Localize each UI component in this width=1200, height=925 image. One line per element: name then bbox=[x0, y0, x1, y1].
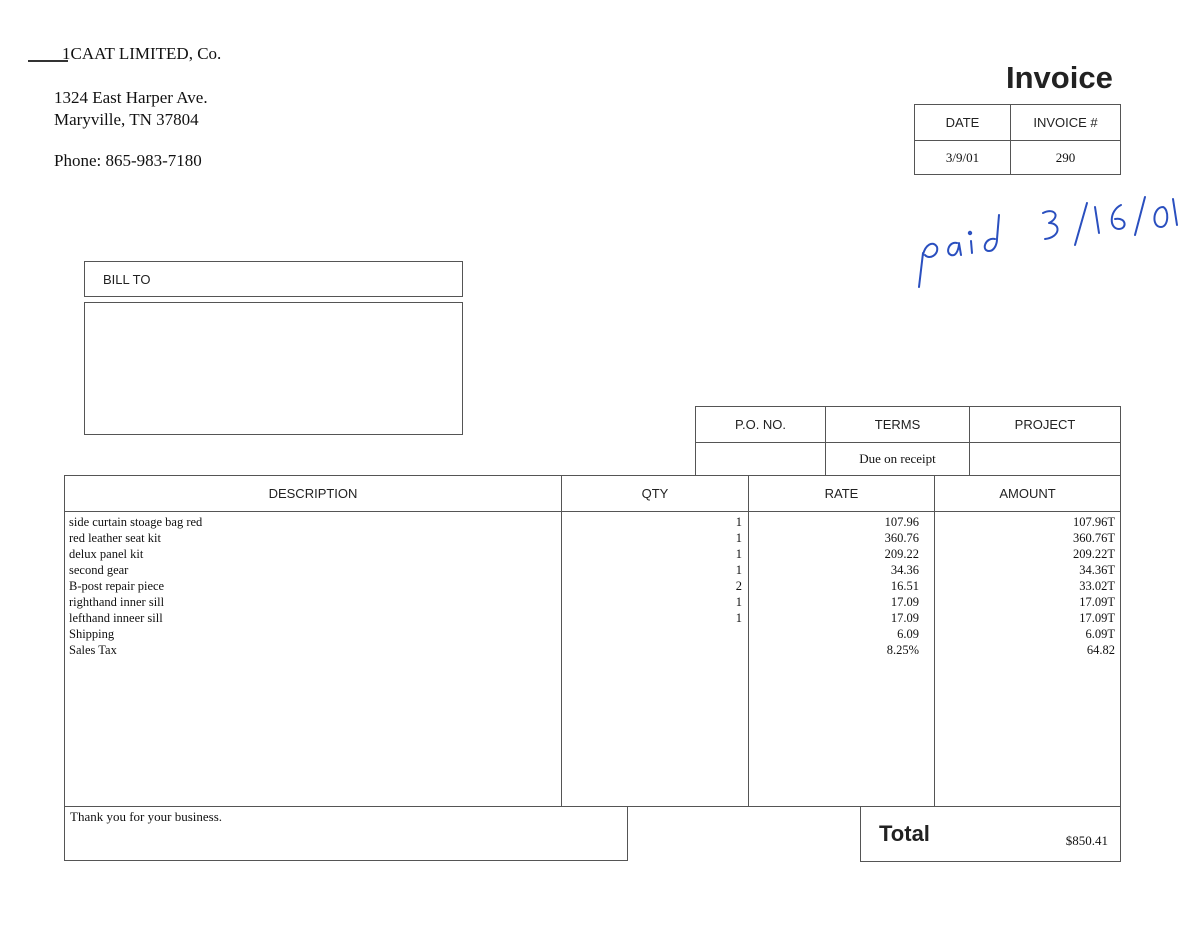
row-qty: 1 bbox=[735, 547, 742, 561]
rate-column bbox=[749, 514, 919, 658]
total-label: Total bbox=[879, 821, 930, 846]
order-info-box bbox=[695, 406, 1121, 476]
row-rate: 209.22 bbox=[884, 547, 919, 561]
row-description: red leather seat kit bbox=[69, 531, 161, 545]
description-column bbox=[69, 514, 557, 658]
thank-you-box bbox=[64, 806, 628, 861]
terms-label: TERMS bbox=[874, 417, 921, 432]
invoice-meta-box bbox=[914, 104, 1121, 175]
invoice-number-label: INVOICE # bbox=[1033, 115, 1098, 130]
description-header: DESCRIPTION bbox=[268, 486, 358, 501]
bill-to-label: BILL TO bbox=[103, 272, 151, 287]
row-qty: 1 bbox=[735, 611, 742, 625]
row-amount: 360.76T bbox=[1072, 531, 1115, 545]
qty-header: QTY bbox=[641, 486, 669, 501]
invoice-date: 3/9/01 bbox=[945, 149, 980, 165]
row-description: lefthand inneer sill bbox=[69, 611, 163, 625]
row-rate: 17.09 bbox=[890, 595, 919, 609]
row-rate: 107.96 bbox=[884, 515, 919, 529]
total-value: $850.41 bbox=[1065, 833, 1108, 848]
handwritten-paid-note bbox=[915, 185, 1185, 295]
items-table bbox=[64, 475, 1121, 807]
row-rate: 17.09 bbox=[890, 611, 919, 625]
row-rate: 360.76 bbox=[884, 531, 919, 545]
row-amount: 6.09T bbox=[1085, 627, 1115, 641]
address-line-2: Maryville, TN 37804 bbox=[54, 110, 199, 129]
row-amount: 107.96T bbox=[1072, 515, 1115, 529]
row-amount: 34.36T bbox=[1079, 563, 1115, 577]
row-qty: 1 bbox=[735, 563, 742, 577]
thank-you-message: Thank you for your business. bbox=[70, 809, 223, 824]
project-value bbox=[970, 443, 1120, 475]
project-label: PROJECT bbox=[1014, 417, 1076, 432]
row-amount: 209.22T bbox=[1072, 547, 1115, 561]
row-description: righthand inner sill bbox=[69, 595, 165, 609]
terms-value: Due on receipt bbox=[859, 451, 936, 466]
row-description: Sales Tax bbox=[69, 643, 117, 657]
rate-header: RATE bbox=[824, 486, 859, 501]
row-amount: 17.09T bbox=[1079, 595, 1115, 609]
company-phone: Phone: 865-983-7180 bbox=[54, 151, 202, 170]
row-qty bbox=[562, 626, 742, 642]
row-description: side curtain stoage bag red bbox=[69, 515, 203, 529]
row-qty: 1 bbox=[735, 515, 742, 529]
row-amount: 33.02T bbox=[1079, 579, 1115, 593]
row-description: Shipping bbox=[69, 627, 115, 641]
company-address bbox=[54, 87, 208, 131]
row-description: second gear bbox=[69, 563, 129, 577]
row-description: B-post repair piece bbox=[69, 579, 165, 593]
company-name: 1CAAT LIMITED, Co. bbox=[62, 44, 222, 63]
row-qty: 1 bbox=[735, 531, 742, 545]
row-rate: 16.51 bbox=[890, 579, 919, 593]
amount-column bbox=[935, 514, 1115, 658]
row-rate: 34.36 bbox=[890, 563, 919, 577]
row-qty bbox=[562, 642, 742, 658]
total-box bbox=[860, 806, 1121, 862]
invoice-number: 290 bbox=[1055, 149, 1076, 165]
row-rate: 6.09 bbox=[897, 627, 919, 641]
invoice-title: Invoice bbox=[1006, 60, 1113, 95]
bill-to-address-box bbox=[84, 302, 463, 435]
row-amount: 64.82 bbox=[1086, 643, 1115, 657]
amount-header: AMOUNT bbox=[999, 486, 1056, 501]
row-amount: 17.09T bbox=[1079, 611, 1115, 625]
qty-column bbox=[562, 514, 742, 658]
address-line-1: 1324 East Harper Ave. bbox=[54, 88, 208, 107]
po-number-value bbox=[696, 443, 825, 475]
row-qty: 2 bbox=[735, 579, 742, 593]
date-label: DATE bbox=[945, 115, 980, 130]
row-description: delux panel kit bbox=[69, 547, 144, 561]
po-number-label: P.O. NO. bbox=[734, 417, 787, 432]
row-qty: 1 bbox=[735, 595, 742, 609]
bill-to-header-box bbox=[84, 261, 463, 297]
row-rate: 8.25% bbox=[886, 643, 919, 657]
